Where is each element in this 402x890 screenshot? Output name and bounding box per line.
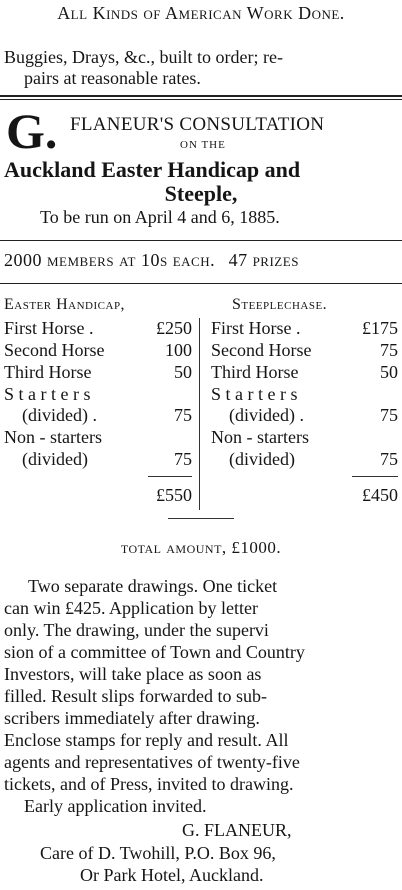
left-row-value: £250 [156,318,192,338]
header-line-1: Buggies, Drays, &c., built to order; re- [4,47,283,67]
run-date-line: To be run on April 4 and 6, 1885. [40,207,280,227]
left-row-label: Non - starters [4,427,102,447]
right-row-label: Second Horse [211,340,312,360]
on-the-label: ON THE [180,139,226,151]
body-line: Investors, will take place as soon as [4,664,262,684]
header-line-2: pairs at reasonable rates. [24,68,201,88]
right-row-value: £175 [362,318,398,338]
left-row-label: (divided) . [22,405,97,425]
body-line: tickets, and of Press, invited to drawing. [4,774,294,794]
right-row-label: Third Horse [211,362,299,382]
right-total: £450 [362,485,398,505]
signature-address-1: Care of D. Twohill, P.O. Box 96, [40,843,276,863]
divider-double-top [0,95,402,97]
divider-1 [0,240,402,241]
easter-handicap-heading: Easter Handicap, [4,296,126,313]
right-row-value: 75 [380,405,398,425]
divider-double-bottom [0,99,402,100]
left-total: £550 [156,485,192,505]
body-line: Enclose stamps for reply and result. All [4,730,289,750]
right-row-label: (divided) . [229,405,304,425]
right-row-label: First Horse . [211,318,301,338]
left-row-label: Second Horse [4,340,105,360]
body-line: scribers immediately after drawing. [4,708,260,728]
event-title-line-2: Steeple, [164,181,238,206]
left-sum-line [148,476,192,477]
left-row-label: First Horse . [4,318,94,338]
signature-address-2: Or Park Hotel, Auckland. [80,865,264,885]
members-count: 2000 members at 10s each. [4,250,216,270]
body-line: sion of a committee of Town and Country [4,642,305,662]
left-row-value: 50 [174,362,192,382]
right-row-value: 50 [380,362,398,382]
steeplechase-heading: Steeplechase. [232,296,328,313]
right-row-label: S t a r t e r s [211,384,298,404]
right-row-value: 75 [380,449,398,469]
divider-2 [0,283,402,284]
left-row-label: (divided) [22,449,88,469]
header-title: All Kinds of American Work Done. [57,3,345,23]
left-row-value: 75 [174,449,192,469]
body-line: can win £425. Application by letter [4,598,258,618]
left-row-value: 75 [174,405,192,425]
short-divider [168,518,234,519]
members-line [4,250,299,271]
left-row-label: Third Horse [4,362,92,382]
left-row-label: S t a r t e r s [4,384,91,404]
right-row-label: Non - starters [211,427,309,447]
left-row-value: 100 [165,340,192,360]
column-separator [199,318,200,510]
total-amount: total amount, £1000. [120,538,282,557]
prizes-count: 47 prizes [228,250,299,270]
body-line: only. The drawing, under the supervi [4,620,269,640]
body-line: Two separate drawings. One ticket [28,576,278,596]
consultation-title: FLANEUR'S CONSULTATION [70,114,325,135]
event-title-line-1: Auckland Easter Handicap and [4,157,301,182]
right-sum-line [352,476,398,477]
drop-initial: G. [6,103,58,159]
body-line: Early application invited. [24,796,207,816]
right-row-value: 75 [380,340,398,360]
body-line: filled. Result slips forwarded to sub- [4,686,267,706]
body-line: agents and representatives of twenty-five [4,752,300,772]
signature-name: G. FLANEUR, [182,820,292,840]
right-row-label: (divided) [229,449,295,469]
